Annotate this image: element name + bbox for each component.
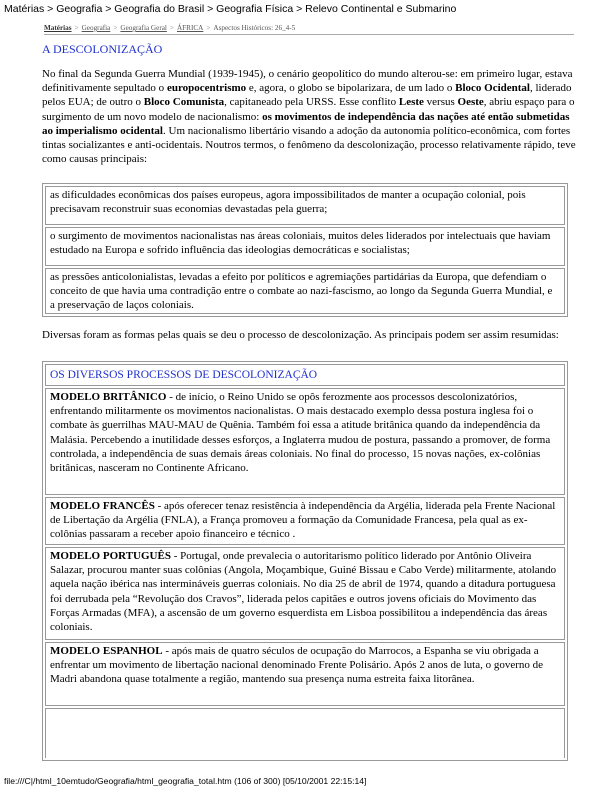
process-text: - Portugal, onde prevalecia o autoritarismo político liderado por Antônio Oliveira Salazar, procurou manter suas colônias (Angola, Moçambique, Guiné Bissau e Cabo Verde) militarmente, atolando aquela nação ibérica nas intermináveis guerras coloniais. No dia 25 de abril de 1974, quando a ditadura portuguesa foi derrubada pela “Revolução dos Cravos”, liderada pelos capitães e outros jovens oficiais do Movimento das Forças Armadas (MFA), a ascensão de um governo esquerdista em Lisboa possibilitou a independência das áreas coloniais. (50, 550, 557, 634)
intro-text: , abriu espaço para o surgimento de um novo modelo de nacionalismo: (42, 96, 575, 123)
process-cell-portugues (45, 547, 565, 640)
page-footer-path: file:///C|/html_10emtudo/Geografia/html_geografia_total.htm (106 of 300) [05/10/2001 22:15:14] (4, 776, 367, 786)
breadcrumb-current: Aspectos Históricos: 26_4-5 (213, 24, 296, 32)
intro-text: . Um nacionalismo libertário visando a adoção da autonomia político-econômica, com fortes tintas socializantes e anti-ocidentais. Noutros termos, o fenômeno da descolonização, processo relativamente rápido, teve como causas principais: (42, 124, 576, 166)
intro-bold: os movimentos de independência das nações até então submetidas ao imperialismo ocidental (42, 110, 570, 137)
breadcrumb-separator: > (206, 24, 211, 32)
process-text: - após oferecer tenaz resistência à independência da Argélia, liderada pela Frente Nacional de Libertação da Argélia (FNLA), a França promoveu a formação da Comunidade Francesa, pela qual as ex-colônias passaram a receber apoio financeiro e técnico . (50, 500, 556, 541)
process-name: MODELO FRANCÊS (50, 500, 155, 512)
process-text: - de início, o Reino Unido se opôs ferozmente aos processos descolonizatórios, enfrentando militarmente os movimentos nacionalistas. O mais destacado exemplo dessa postura inglesa foi o combate às guerrilhas MAU-MAU de Quênia. Também foi essa a atitude britânica quando da independência da Malásia. Percebendo a inutilidade desses esforços, a Inglaterra mudou de postura, passando a promover, de forma controlada, a independência de suas demais áreas coloniais. No final do processo, 15 novas nações, ex-colônias britânicas, nasceram no Continente Africano. (50, 391, 551, 475)
breadcrumb-geografia-geral[interactable]: Geografia Geral (120, 24, 167, 32)
intro-bold: Bloco Comunista (143, 96, 225, 109)
causes-table (42, 183, 568, 317)
processes-table (42, 361, 568, 761)
page-title: A DESCOLONIZAÇÃO (42, 42, 163, 56)
breadcrumb-africa[interactable]: ÁFRICA (176, 24, 204, 32)
process-cell-britanico (45, 388, 565, 495)
cause-cell: as pressões anticolonialistas, levadas a efeito por políticos e agremiações partidárias da Europa, que defendiam o conceito de que havia uma contradição entre o combate ao nazi-fascismo, ao longo da Segunda Guerra Mundial, e a preservação de laços coloniais. (45, 268, 565, 314)
breadcrumb-separator: > (113, 24, 118, 32)
breadcrumb-geografia[interactable]: Geografia (81, 24, 111, 32)
intro-paragraph (42, 67, 577, 166)
intro-text: No final da Segunda Guerra Mundial (1939-1945), o cenário geopolítico do mundo alterou-se: em primeiro lugar, estava definitivamente sepultado o (42, 68, 573, 95)
process-cell-espanhol (45, 642, 565, 706)
cause-cell: as dificuldades econômicas dos países europeus, agora impossibilitados de manter a ocupação colonial, pois precisavam reconstruir suas economias devastadas pela guerra; (45, 186, 565, 225)
process-name: MODELO ESPANHOL (50, 645, 163, 657)
intro-bold: Leste (398, 96, 424, 109)
process-name: MODELO BRITÂNICO (50, 391, 167, 403)
intro-text: , liderado pelos EUA; de outro o (42, 82, 572, 109)
cause-cell: o surgimento de movimentos nacionalistas nas áreas coloniais, muitos deles liderados por intelectuais que haviam estudado na Europa e sofrido influência das ideologias democráticas e socialistas; (45, 227, 565, 266)
process-cell-empty (45, 708, 565, 758)
page-header-path: Matérias > Geografia > Geografia do Brasil > Geografia Física > Relevo Continental e Submarino (4, 3, 457, 15)
process-text: - após mais de quatro séculos de ocupação do Marrocos, a Espanha se viu obrigada a enfrentar um movimento de libertação nacional denominado Frente Polisário. Após 2 anos de luta, o governo de Madri abandona quase totalmente a região, mantendo sua presença numa estreita faixa litorânea. (50, 645, 544, 686)
breadcrumb-separator: > (169, 24, 174, 32)
intro-text: versus (423, 96, 458, 109)
breadcrumb-divider (44, 34, 574, 35)
intro-bold: Bloco Ocidental (455, 82, 530, 95)
process-cell-frances (45, 497, 565, 545)
intro-text: , capitaneado pela URSS. Esse conflito (224, 96, 399, 109)
breadcrumb-materias[interactable]: Matérias (44, 24, 72, 32)
processes-heading: OS DIVERSOS PROCESSOS DE DESCOLONIZAÇÃO (45, 364, 565, 386)
intro-bold: europocentrismo (166, 82, 247, 95)
intro-bold: Oeste (457, 96, 484, 109)
breadcrumb-separator: > (74, 24, 79, 32)
transition-paragraph: Diversas foram as formas pelas quais se deu o processo de descolonização. As principais podem ser assim resumidas: (42, 329, 559, 341)
process-name: MODELO PORTUGUÊS (50, 550, 171, 562)
intro-text: e, agora, o globo se bipolarizara, de um lado o (246, 82, 456, 95)
breadcrumb (44, 24, 295, 32)
